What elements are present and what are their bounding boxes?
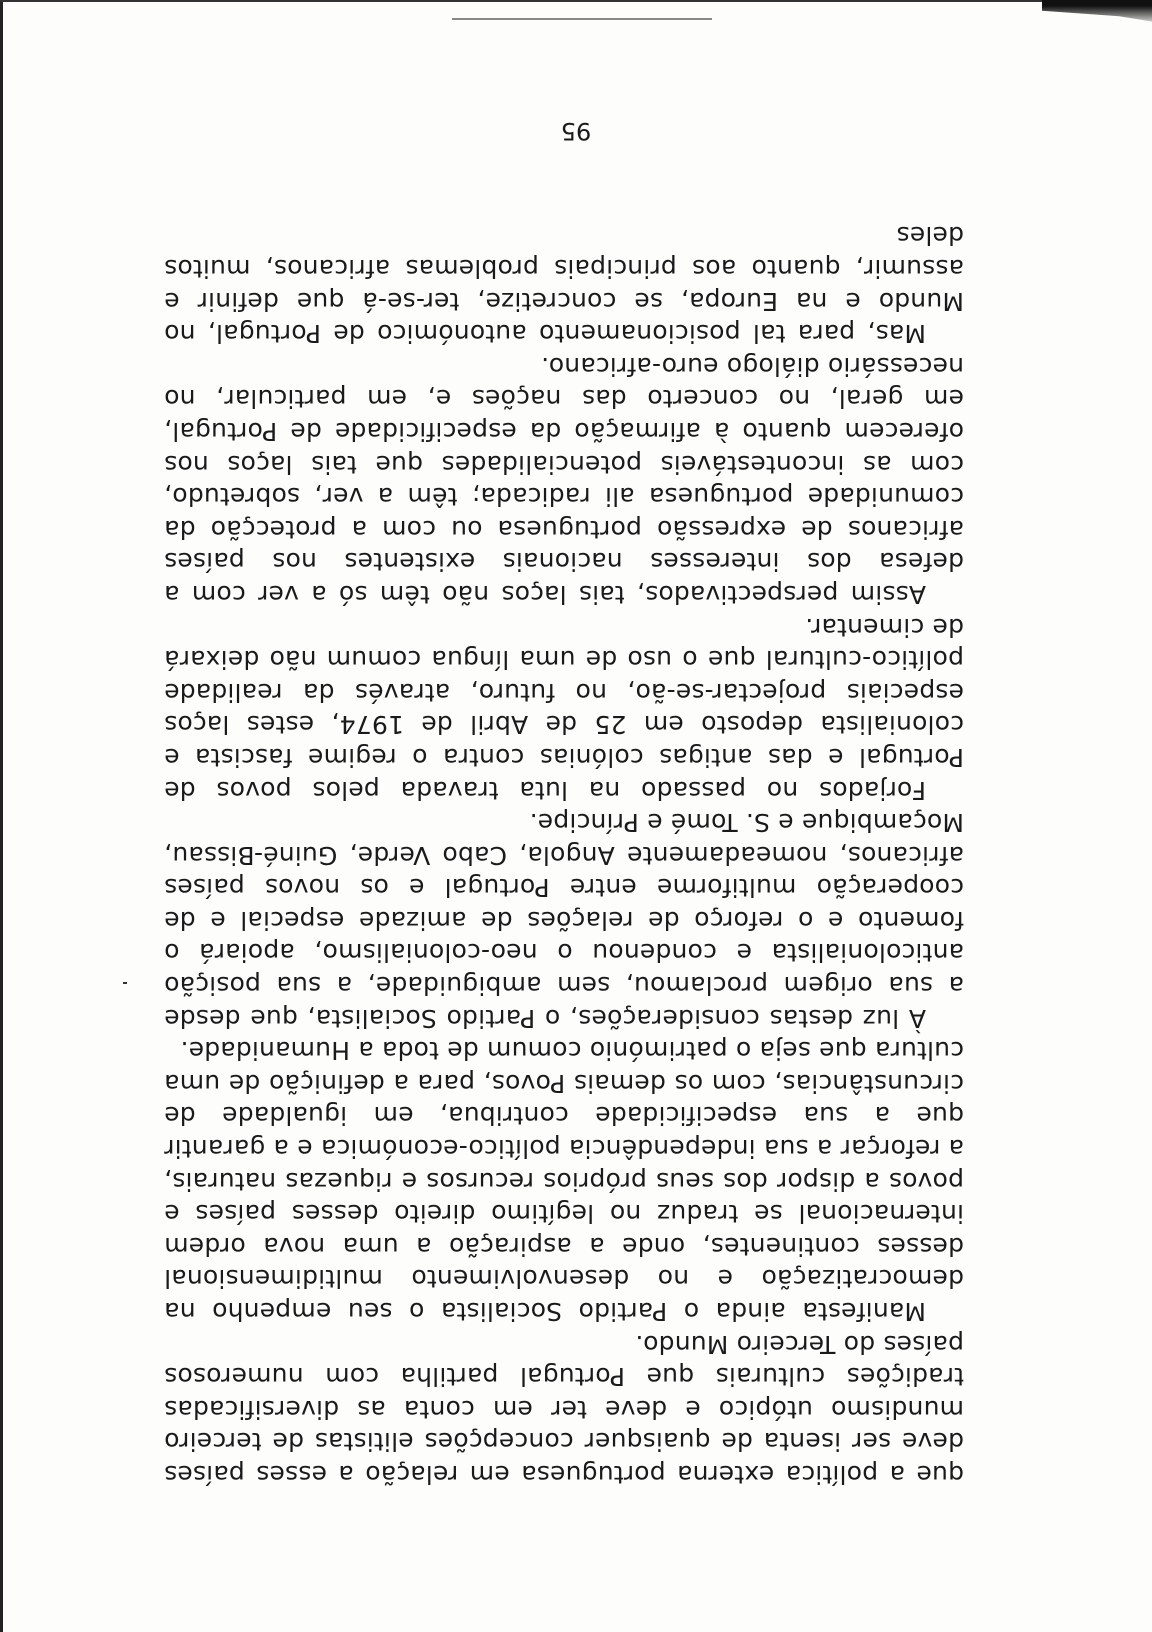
body-text [164,219,964,1490]
paragraph: Manifesta ainda o Partido Socialista o seu empenho na democratização e no desenvolvimento multidimensional desses continentes, onde a aspiração a uma nova ordem internacional se traduz no legítimo direito desses países e povos a dispor dos seus próprios recursos e riquezas naturais, a reforçar a sua independência político-económica e a garantir que a sua especificidade contribua, em igualdade de circunstâncias, com os demais Povos, para a definição de uma cultura que seja o património comum de toda a Humanidade. [164,1036,964,1327]
paragraph: que a política externa portuguesa em relação a esses países deve ser isenta de quaisquer concepções elitistas de terceiro mundismo utópico e deve ter em conta as diversificadas tradições culturais que Portugal partilha com numerosos países do Terceiro Mundo. [164,1329,964,1489]
paragraph: Forjados no passado na luta travada pelos povos de Portugal e das antigas colónias contra o regime fascista e colonialista deposto em 25 de Abril de 1974, estes laços especiais projectar-se-ão, no futuro, através da realidade político-cultural que o uso de uma língua comum não deixará de cimentar. [164,612,964,805]
scan-rule-line [452,18,712,20]
paragraph: À luz destas considerações, o Partido Socialista, que desde a sua origem proclamou, sem ambiguidade, a sua posição anticolonialista e condenou o neo-colonialismo, apoiará o fomento e o reforço de relações de amizade especial e de cooperação multiforme entre Portugal e os novos países africanos, nomeadamente Angola, Cabo Verde, Guiné-Bissau, Moçambique e S. Tomé e Príncipe. [164,808,964,1033]
paragraph: Assim perspectivados, tais laços não têm só a ver com a defesa dos interesses nacionais existentes nos países africanos de expressão portuguesa ou com a protecção da comunidade portuguesa ali radicada; têm a ver, sobretudo, com as incontestáveis potencialidades que tais laços nos oferecem quanto à afirmação da especificidade de Portugal, em geral, no concerto das nações e, em particular, no necessário diálogo euro-africano. [164,351,964,609]
scan-speck [123,982,127,984]
scan-border-top [0,0,1152,4]
page-number: 95 [560,117,592,145]
scan-border-left [0,0,6,1632]
scan-smudge-corner [1042,0,1152,36]
paragraph: Mas, para tal posicionamento autonómico de Portugal, no Mundo e na Europa, se concretize, ter-se-á que definir e assumir, quanto aos principais problemas africanos, muitos deles [164,221,964,349]
